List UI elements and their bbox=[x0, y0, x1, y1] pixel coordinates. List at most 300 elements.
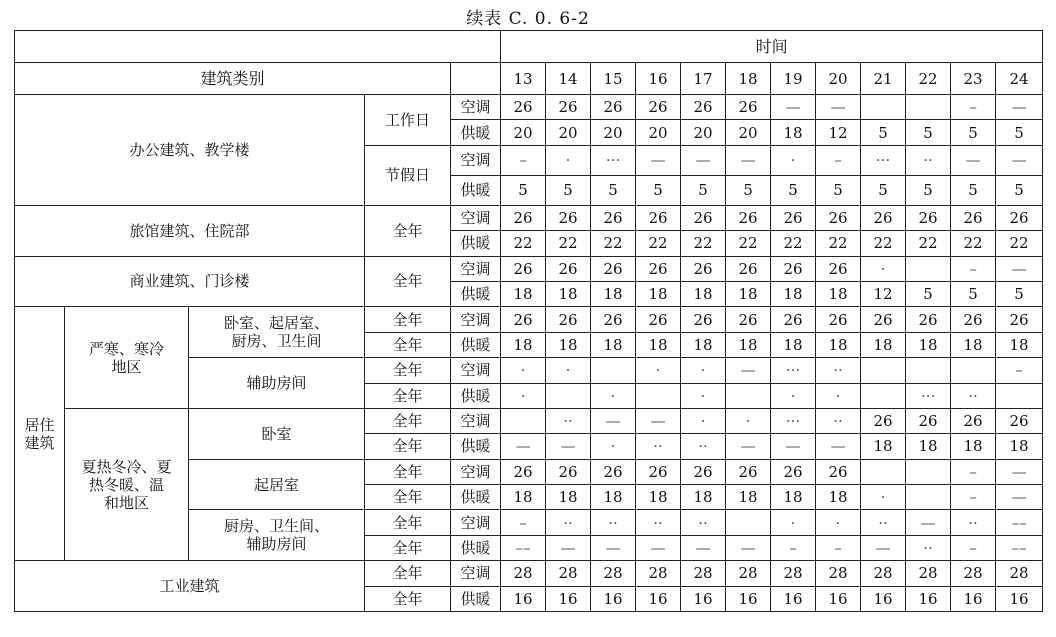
value-cell: 5 bbox=[996, 120, 1043, 145]
value-cell bbox=[726, 383, 771, 408]
value-cell: – bbox=[951, 485, 996, 510]
value-cell: 28 bbox=[546, 561, 591, 586]
type-header-blank bbox=[451, 63, 501, 95]
value-cell: 26 bbox=[501, 307, 546, 332]
value-cell: — bbox=[636, 535, 681, 560]
period-all-year: 全年 bbox=[365, 561, 451, 586]
value-cell: ·· bbox=[681, 434, 726, 459]
value-cell: · bbox=[501, 358, 546, 383]
value-cell: 26 bbox=[996, 307, 1043, 332]
value-cell: · bbox=[771, 510, 816, 535]
value-cell: 28 bbox=[771, 561, 816, 586]
value-cell: — bbox=[726, 535, 771, 560]
type-ac: 空调 bbox=[451, 408, 501, 433]
hour-header: 16 bbox=[636, 63, 681, 95]
value-cell: 16 bbox=[906, 586, 951, 611]
value-cell: 22 bbox=[726, 231, 771, 256]
value-cell: 26 bbox=[906, 408, 951, 433]
hour-header: 20 bbox=[816, 63, 861, 95]
type-heating: 供暖 bbox=[451, 281, 501, 306]
type-heating: 供暖 bbox=[451, 485, 501, 510]
value-cell: 18 bbox=[771, 332, 816, 357]
schedule-table bbox=[14, 30, 1043, 612]
type-ac: 空调 bbox=[451, 358, 501, 383]
value-cell: 18 bbox=[591, 485, 636, 510]
value-cell: — bbox=[996, 145, 1043, 175]
value-cell: ·· bbox=[816, 408, 861, 433]
value-cell: 26 bbox=[861, 408, 906, 433]
value-cell: — bbox=[681, 145, 726, 175]
value-cell bbox=[906, 485, 951, 510]
value-cell: 5 bbox=[861, 120, 906, 145]
value-cell: · bbox=[861, 485, 906, 510]
category-office: 办公建筑、教学楼 bbox=[15, 95, 365, 206]
period-all-year: 全年 bbox=[365, 510, 451, 535]
value-cell: 22 bbox=[816, 231, 861, 256]
category-industrial: 工业建筑 bbox=[15, 561, 365, 612]
value-cell bbox=[726, 510, 771, 535]
value-cell: ·· bbox=[546, 510, 591, 535]
value-cell bbox=[501, 408, 546, 433]
type-heating: 供暖 bbox=[451, 332, 501, 357]
type-ac: 空调 bbox=[451, 459, 501, 484]
value-cell: 26 bbox=[951, 205, 996, 230]
value-cell: — bbox=[996, 485, 1043, 510]
value-cell: 12 bbox=[861, 281, 906, 306]
value-cell: ·· bbox=[861, 510, 906, 535]
value-cell: 26 bbox=[681, 307, 726, 332]
value-cell: – bbox=[771, 535, 816, 560]
value-cell: 26 bbox=[726, 256, 771, 281]
type-heating: 供暖 bbox=[451, 586, 501, 611]
value-cell: 20 bbox=[726, 120, 771, 145]
value-cell: 22 bbox=[636, 231, 681, 256]
value-cell: – bbox=[951, 95, 996, 120]
value-cell: – bbox=[996, 358, 1043, 383]
value-cell: 5 bbox=[996, 175, 1043, 205]
value-cell: 5 bbox=[906, 281, 951, 306]
period-all-year: 全年 bbox=[365, 434, 451, 459]
value-cell: 26 bbox=[546, 459, 591, 484]
value-cell: 26 bbox=[816, 256, 861, 281]
value-cell bbox=[861, 358, 906, 383]
header-blank bbox=[15, 31, 501, 63]
value-cell: 26 bbox=[636, 459, 681, 484]
value-cell: · bbox=[546, 358, 591, 383]
value-cell: 26 bbox=[501, 95, 546, 120]
value-cell: 22 bbox=[681, 231, 726, 256]
value-cell: 18 bbox=[906, 332, 951, 357]
value-cell: –– bbox=[501, 535, 546, 560]
value-cell: 16 bbox=[636, 586, 681, 611]
value-cell: 16 bbox=[546, 586, 591, 611]
value-cell: 18 bbox=[951, 332, 996, 357]
room-kitchen-bath-aux: 厨房、卫生间、 辅助房间 bbox=[189, 510, 365, 561]
value-cell: 5 bbox=[951, 281, 996, 306]
value-cell: 18 bbox=[726, 281, 771, 306]
value-cell: 28 bbox=[591, 561, 636, 586]
value-cell: 26 bbox=[636, 256, 681, 281]
value-cell: · bbox=[816, 510, 861, 535]
value-cell: 18 bbox=[591, 281, 636, 306]
value-cell: 28 bbox=[636, 561, 681, 586]
value-cell: 26 bbox=[771, 256, 816, 281]
value-cell bbox=[951, 358, 996, 383]
value-cell: ·· bbox=[951, 383, 996, 408]
type-ac: 空调 bbox=[451, 307, 501, 332]
value-cell: 28 bbox=[501, 561, 546, 586]
value-cell bbox=[996, 383, 1043, 408]
value-cell: 5 bbox=[996, 281, 1043, 306]
value-cell bbox=[861, 459, 906, 484]
room-living: 起居室 bbox=[189, 459, 365, 510]
value-cell: 26 bbox=[546, 256, 591, 281]
value-cell: 5 bbox=[816, 175, 861, 205]
type-ac: 空调 bbox=[451, 256, 501, 281]
value-cell: 18 bbox=[681, 485, 726, 510]
value-cell: 18 bbox=[546, 332, 591, 357]
period-workday: 工作日 bbox=[365, 95, 451, 146]
value-cell: 18 bbox=[861, 332, 906, 357]
value-cell: – bbox=[951, 256, 996, 281]
value-cell: 18 bbox=[771, 281, 816, 306]
value-cell: — bbox=[996, 256, 1043, 281]
value-cell: – bbox=[951, 535, 996, 560]
value-cell: 22 bbox=[591, 231, 636, 256]
type-heating: 供暖 bbox=[451, 383, 501, 408]
hour-header: 21 bbox=[861, 63, 906, 95]
value-cell: – bbox=[501, 145, 546, 175]
value-cell: 16 bbox=[816, 586, 861, 611]
hour-header: 15 bbox=[591, 63, 636, 95]
value-cell: 20 bbox=[546, 120, 591, 145]
value-cell: 26 bbox=[816, 307, 861, 332]
value-cell: 26 bbox=[501, 205, 546, 230]
value-cell: –– bbox=[996, 535, 1043, 560]
room-aux: 辅助房间 bbox=[189, 358, 365, 409]
value-cell: · bbox=[771, 383, 816, 408]
value-cell: – bbox=[816, 145, 861, 175]
value-cell: 18 bbox=[546, 485, 591, 510]
value-cell: 18 bbox=[906, 434, 951, 459]
value-cell: — bbox=[726, 145, 771, 175]
value-cell: 26 bbox=[771, 307, 816, 332]
value-cell: 16 bbox=[501, 586, 546, 611]
value-cell: –– bbox=[996, 510, 1043, 535]
period-all-year: 全年 bbox=[365, 535, 451, 560]
value-cell: — bbox=[501, 434, 546, 459]
value-cell: ·· bbox=[906, 535, 951, 560]
value-cell: — bbox=[636, 408, 681, 433]
value-cell: · bbox=[816, 383, 861, 408]
value-cell: 5 bbox=[951, 175, 996, 205]
value-cell: ·· bbox=[906, 145, 951, 175]
value-cell: 18 bbox=[636, 485, 681, 510]
value-cell: 22 bbox=[951, 231, 996, 256]
category-commercial: 商业建筑、门诊楼 bbox=[15, 256, 365, 307]
value-cell: 18 bbox=[591, 332, 636, 357]
value-cell: 20 bbox=[681, 120, 726, 145]
type-ac: 空调 bbox=[451, 205, 501, 230]
value-cell: 18 bbox=[816, 332, 861, 357]
value-cell: · bbox=[681, 358, 726, 383]
value-cell: 16 bbox=[591, 586, 636, 611]
value-cell: ·· bbox=[591, 510, 636, 535]
value-cell: 26 bbox=[636, 205, 681, 230]
value-cell: 18 bbox=[546, 281, 591, 306]
value-cell: 26 bbox=[591, 205, 636, 230]
value-cell: — bbox=[726, 434, 771, 459]
value-cell: · bbox=[681, 383, 726, 408]
value-cell: 18 bbox=[951, 434, 996, 459]
period-all-year: 全年 bbox=[365, 358, 451, 383]
value-cell: – bbox=[816, 535, 861, 560]
value-cell: 26 bbox=[591, 95, 636, 120]
value-cell: · bbox=[861, 256, 906, 281]
hour-header: 17 bbox=[681, 63, 726, 95]
value-cell bbox=[906, 95, 951, 120]
value-cell bbox=[906, 358, 951, 383]
value-cell: 18 bbox=[771, 485, 816, 510]
period-all-year: 全年 bbox=[365, 205, 451, 256]
period-all-year: 全年 bbox=[365, 586, 451, 611]
value-cell: 20 bbox=[501, 120, 546, 145]
value-cell: 26 bbox=[726, 95, 771, 120]
hour-header: 22 bbox=[906, 63, 951, 95]
value-cell: 26 bbox=[546, 95, 591, 120]
value-cell: 5 bbox=[636, 175, 681, 205]
value-cell: ·· bbox=[546, 408, 591, 433]
value-cell: 26 bbox=[861, 205, 906, 230]
hour-header: 19 bbox=[771, 63, 816, 95]
value-cell: 18 bbox=[726, 332, 771, 357]
value-cell: 26 bbox=[906, 307, 951, 332]
time-header: 时间 bbox=[501, 31, 1043, 63]
value-cell: 26 bbox=[546, 307, 591, 332]
value-cell: — bbox=[681, 535, 726, 560]
value-cell: 18 bbox=[996, 332, 1043, 357]
value-cell: — bbox=[546, 535, 591, 560]
value-cell: — bbox=[771, 95, 816, 120]
type-heating: 供暖 bbox=[451, 231, 501, 256]
hour-header: 18 bbox=[726, 63, 771, 95]
value-cell: 28 bbox=[681, 561, 726, 586]
value-cell: 26 bbox=[681, 95, 726, 120]
value-cell: 18 bbox=[816, 485, 861, 510]
value-cell: 20 bbox=[636, 120, 681, 145]
value-cell: 26 bbox=[816, 459, 861, 484]
value-cell: 18 bbox=[861, 434, 906, 459]
value-cell: — bbox=[816, 434, 861, 459]
hour-header: 23 bbox=[951, 63, 996, 95]
value-cell: ··· bbox=[591, 145, 636, 175]
value-cell bbox=[546, 383, 591, 408]
value-cell: 28 bbox=[861, 561, 906, 586]
value-cell: 28 bbox=[951, 561, 996, 586]
value-cell bbox=[861, 95, 906, 120]
value-cell: ·· bbox=[636, 510, 681, 535]
value-cell: · bbox=[726, 408, 771, 433]
period-all-year: 全年 bbox=[365, 332, 451, 357]
value-cell: 5 bbox=[546, 175, 591, 205]
type-heating: 供暖 bbox=[451, 535, 501, 560]
value-cell: — bbox=[861, 535, 906, 560]
value-cell: — bbox=[951, 145, 996, 175]
value-cell: 16 bbox=[771, 586, 816, 611]
value-cell: 18 bbox=[501, 281, 546, 306]
value-cell: 18 bbox=[636, 332, 681, 357]
type-ac: 空调 bbox=[451, 510, 501, 535]
value-cell: ··· bbox=[906, 383, 951, 408]
value-cell: 26 bbox=[681, 459, 726, 484]
value-cell bbox=[636, 383, 681, 408]
value-cell: ··· bbox=[771, 408, 816, 433]
value-cell: 26 bbox=[501, 459, 546, 484]
value-cell: 26 bbox=[726, 205, 771, 230]
value-cell: 5 bbox=[726, 175, 771, 205]
value-cell: · bbox=[636, 358, 681, 383]
value-cell: ··· bbox=[861, 145, 906, 175]
value-cell: — bbox=[996, 459, 1043, 484]
value-cell: 26 bbox=[771, 205, 816, 230]
value-cell: ·· bbox=[681, 510, 726, 535]
value-cell bbox=[591, 358, 636, 383]
value-cell: · bbox=[681, 408, 726, 433]
table-title: 续表 C. 0. 6-2 bbox=[466, 9, 590, 29]
period-all-year: 全年 bbox=[365, 307, 451, 332]
value-cell: 26 bbox=[816, 205, 861, 230]
value-cell: 18 bbox=[996, 434, 1043, 459]
value-cell: ·· bbox=[816, 358, 861, 383]
value-cell bbox=[861, 383, 906, 408]
value-cell: 28 bbox=[816, 561, 861, 586]
value-cell: — bbox=[996, 95, 1043, 120]
period-all-year: 全年 bbox=[365, 256, 451, 307]
value-cell: · bbox=[771, 145, 816, 175]
value-cell: 18 bbox=[681, 332, 726, 357]
value-cell: 26 bbox=[951, 307, 996, 332]
value-cell: · bbox=[591, 434, 636, 459]
value-cell: — bbox=[546, 434, 591, 459]
type-ac: 空调 bbox=[451, 95, 501, 120]
value-cell: — bbox=[906, 510, 951, 535]
value-cell: — bbox=[726, 358, 771, 383]
type-heating: 供暖 bbox=[451, 120, 501, 145]
value-cell: 16 bbox=[996, 586, 1043, 611]
value-cell: 18 bbox=[771, 120, 816, 145]
type-heating: 供暖 bbox=[451, 175, 501, 205]
value-cell: 16 bbox=[726, 586, 771, 611]
value-cell: 22 bbox=[501, 231, 546, 256]
value-cell: — bbox=[816, 95, 861, 120]
value-cell: 26 bbox=[771, 459, 816, 484]
value-cell: ·· bbox=[951, 510, 996, 535]
room-bedroom: 卧室 bbox=[189, 408, 365, 459]
value-cell: 18 bbox=[636, 281, 681, 306]
zone-severe-cold: 严寒、寒冷 地区 bbox=[65, 307, 189, 409]
value-cell: 22 bbox=[906, 231, 951, 256]
value-cell: 26 bbox=[726, 307, 771, 332]
value-cell: 26 bbox=[681, 205, 726, 230]
value-cell: 26 bbox=[636, 307, 681, 332]
value-cell: 26 bbox=[636, 95, 681, 120]
value-cell: 22 bbox=[771, 231, 816, 256]
value-cell: 16 bbox=[861, 586, 906, 611]
value-cell bbox=[906, 256, 951, 281]
value-cell: · bbox=[591, 383, 636, 408]
type-ac: 空调 bbox=[451, 561, 501, 586]
value-cell: 18 bbox=[681, 281, 726, 306]
value-cell: 26 bbox=[951, 408, 996, 433]
value-cell: 26 bbox=[591, 459, 636, 484]
period-holiday: 节假日 bbox=[365, 145, 451, 205]
value-cell: – bbox=[501, 510, 546, 535]
period-all-year: 全年 bbox=[365, 485, 451, 510]
value-cell: 5 bbox=[906, 120, 951, 145]
value-cell: 26 bbox=[501, 256, 546, 281]
period-all-year: 全年 bbox=[365, 408, 451, 433]
zone-hot-summer: 夏热冬冷、夏 热冬暖、温 和地区 bbox=[65, 408, 189, 560]
period-all-year: 全年 bbox=[365, 459, 451, 484]
value-cell: 28 bbox=[996, 561, 1043, 586]
value-cell: 22 bbox=[546, 231, 591, 256]
value-cell: 26 bbox=[726, 459, 771, 484]
value-cell: · bbox=[546, 145, 591, 175]
value-cell: 18 bbox=[726, 485, 771, 510]
value-cell: 26 bbox=[906, 205, 951, 230]
value-cell: 18 bbox=[501, 485, 546, 510]
value-cell: 16 bbox=[681, 586, 726, 611]
category-residential: 居住 建筑 bbox=[15, 307, 65, 561]
value-cell: — bbox=[771, 434, 816, 459]
value-cell: 5 bbox=[951, 120, 996, 145]
category-hotel: 旅馆建筑、住院部 bbox=[15, 205, 365, 256]
value-cell: 5 bbox=[501, 175, 546, 205]
value-cell: – bbox=[951, 459, 996, 484]
value-cell: 18 bbox=[501, 332, 546, 357]
room-bed-living-kitchen: 卧室、起居室、 厨房、卫生间 bbox=[189, 307, 365, 358]
value-cell: 26 bbox=[591, 256, 636, 281]
type-ac: 空调 bbox=[451, 145, 501, 175]
value-cell: 5 bbox=[681, 175, 726, 205]
value-cell: 18 bbox=[816, 281, 861, 306]
value-cell: 22 bbox=[861, 231, 906, 256]
hour-header: 24 bbox=[996, 63, 1043, 95]
value-cell: 28 bbox=[726, 561, 771, 586]
value-cell bbox=[906, 459, 951, 484]
value-cell: 26 bbox=[591, 307, 636, 332]
value-cell: 20 bbox=[591, 120, 636, 145]
value-cell: 5 bbox=[906, 175, 951, 205]
value-cell: 12 bbox=[816, 120, 861, 145]
value-cell: 22 bbox=[996, 231, 1043, 256]
value-cell: — bbox=[591, 408, 636, 433]
category-header: 建筑类别 bbox=[15, 63, 451, 95]
value-cell: 26 bbox=[996, 205, 1043, 230]
value-cell: 26 bbox=[861, 307, 906, 332]
period-all-year: 全年 bbox=[365, 383, 451, 408]
value-cell: — bbox=[636, 145, 681, 175]
value-cell: 26 bbox=[681, 256, 726, 281]
value-cell: — bbox=[591, 535, 636, 560]
value-cell: ··· bbox=[771, 358, 816, 383]
value-cell: 5 bbox=[861, 175, 906, 205]
value-cell: · bbox=[501, 383, 546, 408]
type-heating: 供暖 bbox=[451, 434, 501, 459]
value-cell: ·· bbox=[636, 434, 681, 459]
value-cell: 5 bbox=[591, 175, 636, 205]
hour-header: 13 bbox=[501, 63, 546, 95]
